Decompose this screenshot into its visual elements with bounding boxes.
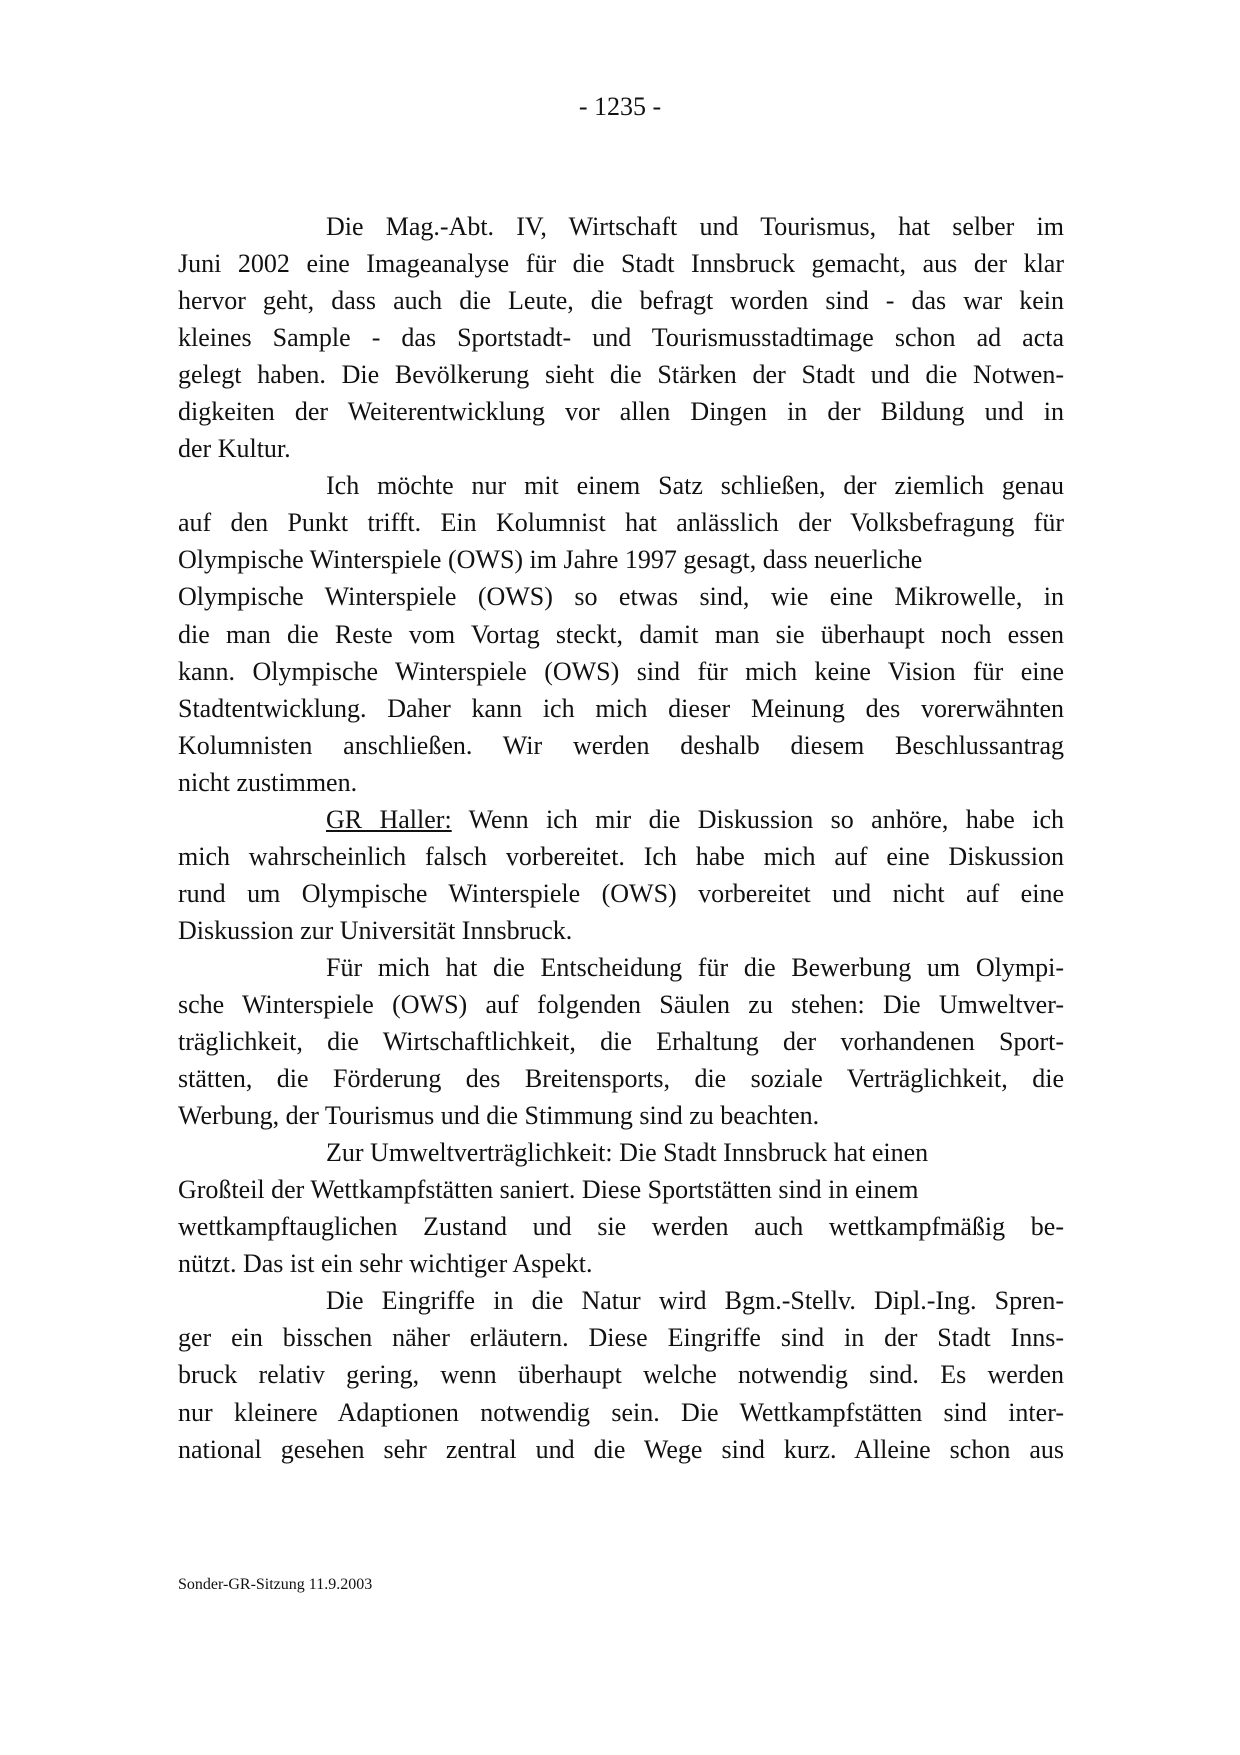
text-line-content: stätten, die Förderung des Breitensports, die soziale Verträglichkeit, die <box>178 1064 1064 1094</box>
text-line-content: Stadtentwicklung. Daher kann ich mich dieser Meinung des vorerwähnten <box>178 693 1064 723</box>
text-line <box>178 653 1064 690</box>
text-line-content: mich wahrscheinlich falsch vorbereitet. Ich habe mich auf eine Diskussion <box>178 841 1064 871</box>
text-line <box>178 393 1064 430</box>
text-line <box>178 690 1064 727</box>
text-line-content: träglichkeit, die Wirtschaftlichkeit, die Erhaltung der vorhandenen Sport- <box>178 1027 1064 1057</box>
text-line <box>178 838 1064 875</box>
text-line <box>178 1097 1064 1134</box>
page-number: - 1235 - <box>578 92 662 121</box>
text-line-content: Werbung, der Tourismus und die Stimmung sind zu beachten. <box>178 1101 820 1131</box>
text-line-content: Juni 2002 eine Imageanalyse für die Stadt Innsbruck gemacht, aus der klar <box>178 249 1064 279</box>
text-line <box>178 986 1064 1023</box>
text-line-content: Für mich hat die Entscheidung für die Bewerbung um Olympi- <box>326 952 1064 982</box>
text-line-content: Wenn ich mir die Diskussion so anhöre, habe ich <box>451 804 1064 834</box>
text-line-content: nützt. Das ist ein sehr wichtiger Aspekt. <box>178 1249 593 1279</box>
page-footer: Sonder-GR-Sitzung 11.9.2003 <box>178 1576 373 1593</box>
text-line-content: auf den Punkt trifft. Ein Kolumnist hat anlässlich der Volksbefragung für <box>178 508 1064 538</box>
text-line <box>178 1356 1064 1393</box>
text-line-content: Großteil der Wettkampfstätten saniert. Diese Sportstätten sind in einem <box>178 1175 919 1205</box>
text-line-content: Die Mag.-Abt. IV, Wirtschaft und Tourismus, hat selber im <box>326 212 1064 241</box>
text-line-content: nur kleinere Adaptionen notwendig sein. Die Wettkampfstätten sind inter- <box>178 1397 1064 1427</box>
text-line <box>178 578 1064 615</box>
text-line-content: wettkampftauglichen Zustand und sie werden auch wettkampfmäßig be- <box>178 1212 1064 1242</box>
text-line <box>178 541 1064 578</box>
text-line <box>178 467 1064 504</box>
text-line-content: nicht zustimmen. <box>178 767 358 797</box>
text-line <box>178 208 1064 245</box>
text-line <box>178 764 1064 801</box>
text-line <box>178 801 1064 838</box>
text-line <box>178 616 1064 653</box>
text-line <box>178 430 1064 467</box>
text-line-content: rund um Olympische Winterspiele (OWS) vorbereitet und nicht auf eine <box>178 878 1064 908</box>
text-line <box>178 912 1064 949</box>
text-line <box>178 727 1064 764</box>
text-line-content: Ich möchte nur mit einem Satz schließen, der ziemlich genau <box>326 471 1064 501</box>
text-line <box>178 949 1064 986</box>
text-line <box>178 1245 1064 1282</box>
text-line-content: sche Winterspiele (OWS) auf folgenden Säulen zu stehen: Die Umweltver- <box>178 989 1064 1019</box>
text-line-content: Die Eingriffe in die Natur wird Bgm.-Stellv. Dipl.-Ing. Spren- <box>326 1286 1064 1316</box>
text-line <box>178 1431 1064 1468</box>
text-line <box>178 1319 1064 1356</box>
text-line <box>178 875 1064 912</box>
text-line <box>178 282 1064 319</box>
text-line-content: Olympische Winterspiele (OWS) im Jahre 1997 gesagt, dass neuerliche <box>178 545 923 575</box>
text-line-content: gelegt haben. Die Bevölkerung sieht die Stärken der Stadt und die Notwen- <box>178 360 1064 390</box>
text-line <box>178 1060 1064 1097</box>
text-line <box>178 1171 1064 1208</box>
text-line-content: der Kultur. <box>178 434 291 464</box>
text-line <box>178 1208 1064 1245</box>
text-line-content: national gesehen sehr zentral und die Wege sind kurz. Alleine schon aus <box>178 1434 1064 1464</box>
text-line <box>178 504 1064 541</box>
body-text <box>178 208 1064 1468</box>
text-line-content: die man die Reste vom Vortag steckt, damit man sie überhaupt noch essen <box>178 619 1064 649</box>
text-line-content: kann. Olympische Winterspiele (OWS) sind für mich keine Vision für eine <box>178 656 1064 686</box>
text-line-content: Diskussion zur Universität Innsbruck. <box>178 915 573 945</box>
text-line-content: ger ein bisschen näher erläutern. Diese Eingriffe sind in der Stadt Inns- <box>178 1323 1064 1353</box>
text-line <box>178 1394 1064 1431</box>
speaker-name: GR Haller: <box>326 804 452 834</box>
text-line <box>178 1023 1064 1060</box>
text-line-content: kleines Sample - das Sportstadt- und Tourismusstadtimage schon ad acta <box>178 323 1064 353</box>
text-line <box>178 319 1064 356</box>
text-line-content: Olympische Winterspiele (OWS) so etwas sind, wie eine Mikrowelle, in <box>178 582 1064 612</box>
text-line <box>178 356 1064 393</box>
text-line-content: Kolumnisten anschließen. Wir werden deshalb diesem Beschlussantrag <box>178 730 1064 760</box>
text-line-content: Zur Umweltverträglichkeit: Die Stadt Innsbruck hat einen <box>326 1138 929 1168</box>
text-line <box>178 245 1064 282</box>
text-line-content: bruck relativ gering, wenn überhaupt welche notwendig sind. Es werden <box>178 1360 1064 1390</box>
text-line <box>178 1282 1064 1319</box>
text-line-content: hervor geht, dass auch die Leute, die befragt worden sind - das war kein <box>178 286 1064 316</box>
text-line <box>178 1134 1064 1171</box>
text-line-content: digkeiten der Weiterentwicklung vor allen Dingen in der Bildung und in <box>178 397 1064 427</box>
